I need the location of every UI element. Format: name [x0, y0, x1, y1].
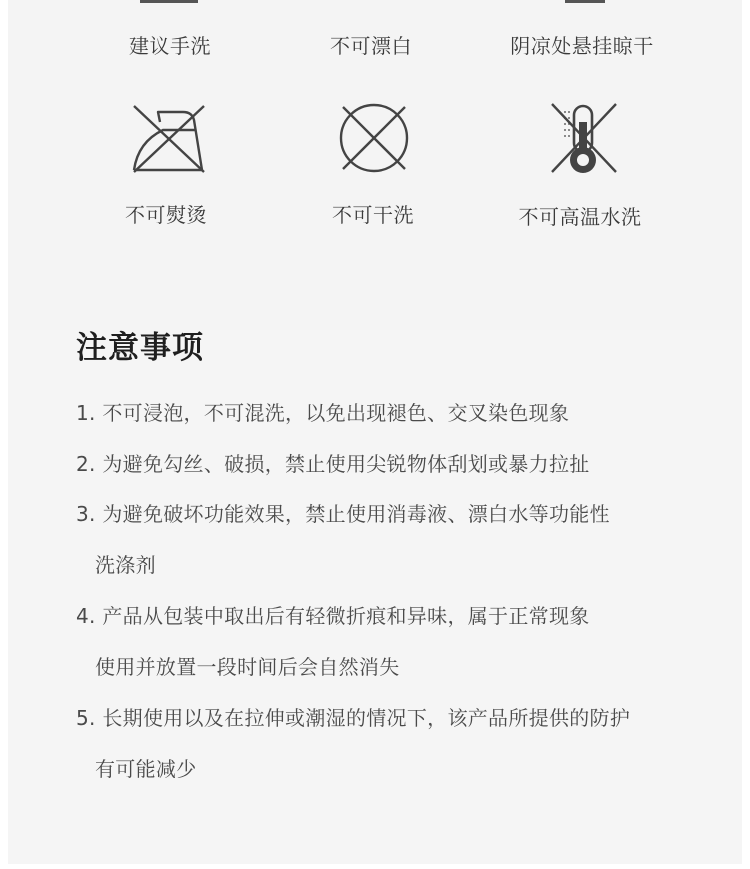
care-label-no-iron: 不可熨烫 — [125, 203, 207, 227]
note-item-5: 5. 长期使用以及在拉伸或潮湿的情况下，该产品所提供的防护 — [76, 706, 631, 730]
care-label-hand-wash: 建议手洗 — [129, 34, 211, 58]
no-hot-wash-icon — [548, 100, 620, 176]
hand-wash-icon — [140, 0, 198, 3]
note-item-1: 1. 不可浸泡，不可混洗，以免出现褪色、交叉染色现象 — [76, 401, 570, 425]
note-item-3-cont: 洗涤剂 — [95, 553, 156, 577]
hang-dry-icon — [565, 0, 605, 3]
note-item-4: 4. 产品从包装中取出后有轻微折痕和异味，属于正常现象 — [76, 604, 590, 628]
care-label-no-bleach: 不可漂白 — [330, 34, 412, 58]
note-item-4-cont: 使用并放置一段时间后会自然消失 — [95, 655, 400, 679]
no-iron-icon — [128, 100, 208, 175]
care-label-no-dry-clean: 不可干洗 — [332, 203, 414, 227]
note-item-5-cont: 有可能减少 — [95, 757, 197, 781]
care-label-no-hot-wash: 不可高温水洗 — [518, 205, 642, 229]
notes-title: 注意事项 — [76, 330, 204, 366]
no-dry-clean-icon — [337, 101, 411, 175]
note-item-2: 2. 为避免勾丝、破损，禁止使用尖锐物体刮划或暴力拉扯 — [76, 452, 590, 476]
note-item-3: 3. 为避免破坏功能效果，禁止使用消毒液、漂白水等功能性 — [76, 502, 610, 526]
care-label-shade-dry: 阴凉处悬挂晾干 — [510, 34, 654, 58]
